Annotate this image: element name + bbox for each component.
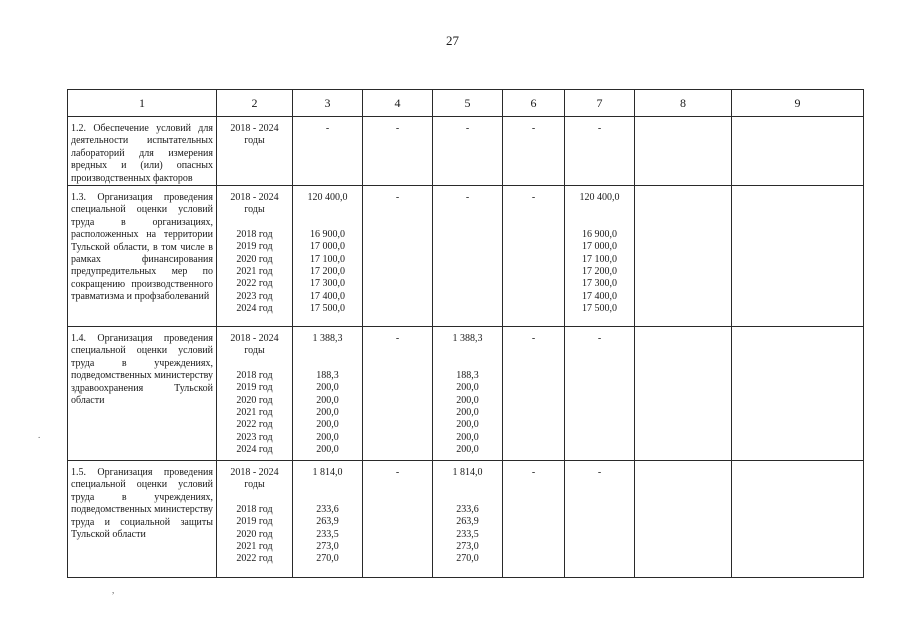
table-row [68, 117, 864, 186]
col6-cell [503, 117, 565, 186]
year-label: 2021 год [236, 407, 273, 419]
year-label: 2021 год [236, 266, 273, 278]
col6-cell [503, 461, 565, 578]
header-row [68, 90, 864, 117]
year-value: 17 300,0 [582, 278, 617, 290]
year-value: 263,9 [456, 516, 479, 528]
col9-cell [732, 461, 864, 578]
total-value: - [465, 123, 470, 134]
measure-name-cell [68, 327, 217, 461]
year-label: 2019 год [236, 382, 273, 394]
year-label: 2018 год [236, 228, 273, 240]
measure-name: 1.5. Организация проведения специальной оценки условий труда в учреждениях, подведомственных министерству труда и социальной защиты Тульской области [71, 467, 213, 541]
table-row [68, 327, 864, 461]
year-value: 233,5 [316, 528, 339, 540]
year-label: 2021 год [236, 541, 273, 553]
total-value: - [465, 192, 470, 204]
year-label: 2020 год [236, 394, 273, 406]
year-label: 2022 год [236, 419, 273, 431]
year-value: 188,3 [316, 369, 339, 381]
col5-cell [433, 327, 503, 461]
col4-cell [363, 327, 433, 461]
scan-mark: , [112, 585, 115, 595]
period-cell [217, 117, 293, 186]
col3-total-cell [293, 461, 363, 578]
year-value: 17 300,0 [310, 278, 345, 290]
col5-cell [433, 117, 503, 186]
total-value: - [597, 467, 602, 479]
year-value: 200,0 [316, 382, 339, 394]
total-value: 1 814,0 [452, 467, 483, 479]
col-header-6: 6 [503, 90, 565, 117]
col7-cell [565, 186, 635, 327]
year-label: 2019 год [236, 516, 273, 528]
year-value: 273,0 [456, 541, 479, 553]
year-label: 2018 год [236, 503, 273, 515]
col-header-1: 1 [68, 90, 217, 117]
year-label: 2022 год [236, 278, 273, 290]
col5-cell [433, 461, 503, 578]
year-value: 200,0 [456, 407, 479, 419]
year-value: 270,0 [316, 553, 339, 565]
year-value: 200,0 [456, 419, 479, 431]
cell-value: - [531, 123, 536, 134]
year-value: 16 900,0 [310, 228, 345, 240]
col-header-9: 9 [732, 90, 864, 117]
table-row [68, 461, 864, 578]
year-value: 17 200,0 [310, 266, 345, 278]
total-value: - [325, 123, 330, 134]
col8-cell [635, 117, 732, 186]
year-value: 188,3 [456, 369, 479, 381]
total-value: 1 814,0 [312, 467, 343, 479]
col-header-5: 5 [433, 90, 503, 117]
measure-name-cell [68, 186, 217, 327]
year-value: 200,0 [456, 431, 479, 443]
col-header-8: 8 [635, 90, 732, 117]
total-value: - [597, 123, 602, 134]
col8-cell [635, 461, 732, 578]
col9-cell [732, 117, 864, 186]
year-value: 200,0 [316, 394, 339, 406]
period-unit: годы [244, 345, 265, 357]
col9-cell [732, 186, 864, 327]
cell-value: - [531, 192, 536, 204]
year-value: 17 000,0 [310, 241, 345, 253]
col4-cell [363, 117, 433, 186]
year-value: 17 400,0 [582, 290, 617, 302]
table-row [68, 186, 864, 327]
page-number: 27 [446, 33, 459, 48]
year-value: 17 000,0 [582, 241, 617, 253]
year-value: 263,9 [316, 516, 339, 528]
year-label: 2024 год [236, 444, 273, 456]
year-value: 17 400,0 [310, 290, 345, 302]
year-value: 17 200,0 [582, 266, 617, 278]
year-value: 233,6 [456, 503, 479, 515]
col8-cell [635, 327, 732, 461]
total-value: 1 388,3 [452, 333, 483, 345]
budget-table [67, 89, 864, 578]
measure-name: 1.4. Организация проведения специальной оценки условий труда в учреждениях, подведомственных министерству здравоохранения Тульской области [71, 333, 213, 407]
measure-name: 1.3. Организация проведения специальной оценки условий труда в организациях, расположенных на территории Тульской области, в том числе в рамках финансирования предупредительных мер по сокращению производственного травматизма и профзаболеваний [71, 192, 213, 303]
col3-total-cell [293, 117, 363, 186]
scan-mark: . [38, 430, 41, 440]
period-unit: годы [244, 135, 265, 147]
col4-cell [363, 461, 433, 578]
year-value: 200,0 [456, 394, 479, 406]
col7-cell [565, 327, 635, 461]
year-value: 233,6 [316, 503, 339, 515]
year-label: 2022 год [236, 553, 273, 565]
col-header-3: 3 [293, 90, 363, 117]
cell-value: - [395, 333, 400, 345]
total-value: 1 388,3 [312, 333, 343, 345]
col9-cell [732, 327, 864, 461]
col5-cell [433, 186, 503, 327]
cell-value: - [531, 333, 536, 345]
col7-cell [565, 117, 635, 186]
year-label: 2024 год [236, 303, 273, 315]
year-value: 200,0 [316, 407, 339, 419]
year-label: 2020 год [236, 528, 273, 540]
period-range: 2018 - 2024 [230, 467, 279, 479]
measure-name-cell [68, 461, 217, 578]
cell-value: - [395, 123, 400, 134]
year-value: 233,5 [456, 528, 479, 540]
measure-name: 1.2. Обеспечение условий для деятельности испытательных лабораторий для измерения вредных и (или) опасных производственных факторов [71, 123, 213, 184]
year-value: 17 500,0 [582, 303, 617, 315]
total-value: 120 400,0 [579, 192, 620, 204]
period-unit: годы [244, 479, 265, 491]
col-header-7: 7 [565, 90, 635, 117]
col-header-4: 4 [363, 90, 433, 117]
total-value: 120 400,0 [307, 192, 348, 204]
year-value: 16 900,0 [582, 228, 617, 240]
year-label: 2023 год [236, 290, 273, 302]
col3-total-cell [293, 186, 363, 327]
year-label: 2019 год [236, 241, 273, 253]
year-value: 270,0 [456, 553, 479, 565]
period-range: 2018 - 2024 [230, 192, 279, 204]
period-cell [217, 327, 293, 461]
year-value: 273,0 [316, 541, 339, 553]
year-value: 200,0 [316, 431, 339, 443]
year-value: 200,0 [456, 382, 479, 394]
col4-cell [363, 186, 433, 327]
year-value: 200,0 [456, 444, 479, 456]
col-header-2: 2 [217, 90, 293, 117]
period-range: 2018 - 2024 [230, 123, 279, 134]
period-unit: годы [244, 204, 265, 216]
col7-cell [565, 461, 635, 578]
col8-cell [635, 186, 732, 327]
cell-value: - [395, 467, 400, 479]
period-cell [217, 461, 293, 578]
col6-cell [503, 327, 565, 461]
period-range: 2018 - 2024 [230, 333, 279, 345]
year-value: 17 500,0 [310, 303, 345, 315]
total-value: - [597, 333, 602, 345]
period-cell [217, 186, 293, 327]
year-label: 2018 год [236, 369, 273, 381]
col6-cell [503, 186, 565, 327]
year-value: 17 100,0 [582, 253, 617, 265]
cell-value: - [531, 467, 536, 479]
year-value: 200,0 [316, 444, 339, 456]
col3-total-cell [293, 327, 363, 461]
year-label: 2020 год [236, 253, 273, 265]
year-label: 2023 год [236, 431, 273, 443]
cell-value: - [395, 192, 400, 204]
year-value: 200,0 [316, 419, 339, 431]
measure-name-cell [68, 117, 217, 186]
year-value: 17 100,0 [310, 253, 345, 265]
